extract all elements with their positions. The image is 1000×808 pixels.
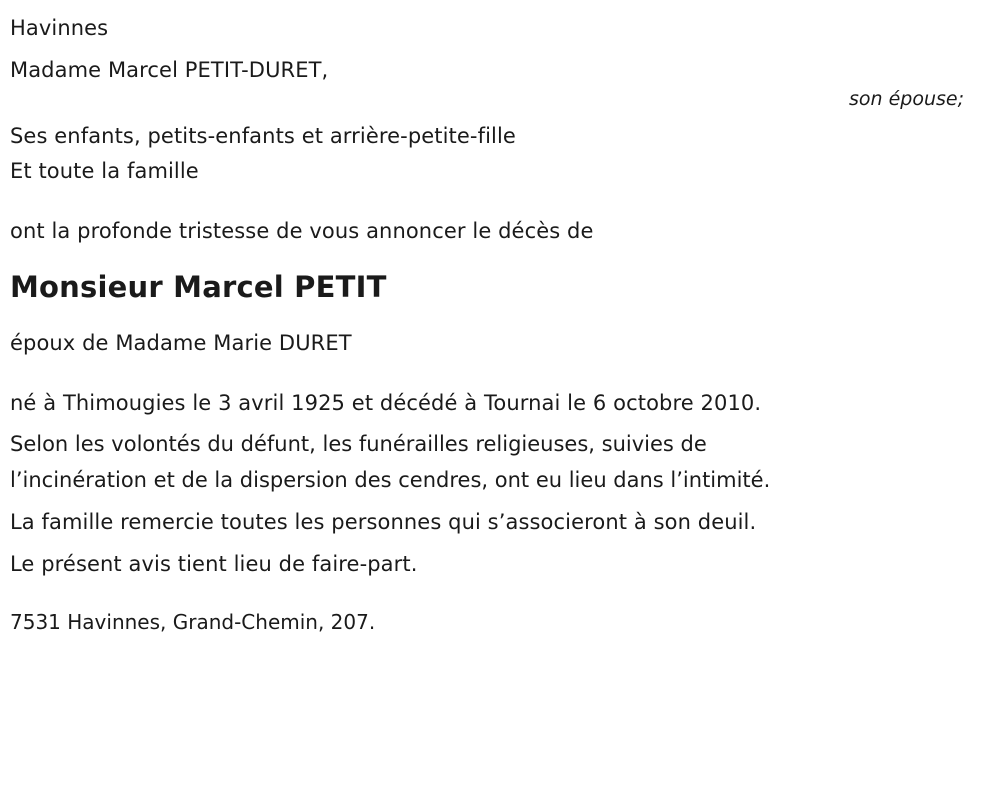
deceased-name: Monsieur Marcel PETIT [10, 270, 387, 305]
spacer [10, 580, 976, 610]
address-text: 7531 Havinnes, Grand-Chemin, 207. [10, 609, 376, 634]
announcement-text: ont la profonde tristesse de vous annoncer le décès de [10, 219, 594, 244]
relation-text: son épouse; [848, 87, 964, 110]
spacer [10, 418, 976, 430]
spacer [10, 538, 976, 550]
notice-note-text: Le présent avis tient lieu de faire-part. [10, 551, 418, 576]
spacer [10, 110, 976, 122]
thanks-text: La famille remercie toutes les personnes qui s’associeront à son deuil. [10, 510, 757, 534]
funeral-line-2: l’incinération et de la dispersion des cendres, ont eu lieu dans l’intimité. [10, 468, 771, 493]
spacer [10, 44, 976, 56]
spacer [10, 359, 976, 389]
family-line-1: Ses enfants, petits-enfants et arrière-petite-fille [10, 123, 516, 148]
funeral-line-1: Selon les volontés du défunt, les funérailles religieuses, suivies de [10, 432, 707, 457]
spacer [10, 187, 976, 217]
widow-name-text: Madame Marcel PETIT-DURET, [10, 57, 329, 82]
birth-death-text: né à Thimougies le 3 avril 1925 et décédé à Tournai le 6 octobre 2010. [10, 390, 762, 415]
family-block [10, 122, 976, 188]
locality-text: Havinnes [10, 16, 109, 40]
funeral-block [10, 430, 976, 496]
family-line-2: Et toute la famille [10, 159, 199, 184]
spacer [10, 307, 976, 329]
spouse-of-text: époux de Madame Marie DURET [10, 330, 352, 355]
spacer [10, 247, 976, 269]
relation-row [10, 88, 976, 110]
spacer [10, 496, 976, 508]
